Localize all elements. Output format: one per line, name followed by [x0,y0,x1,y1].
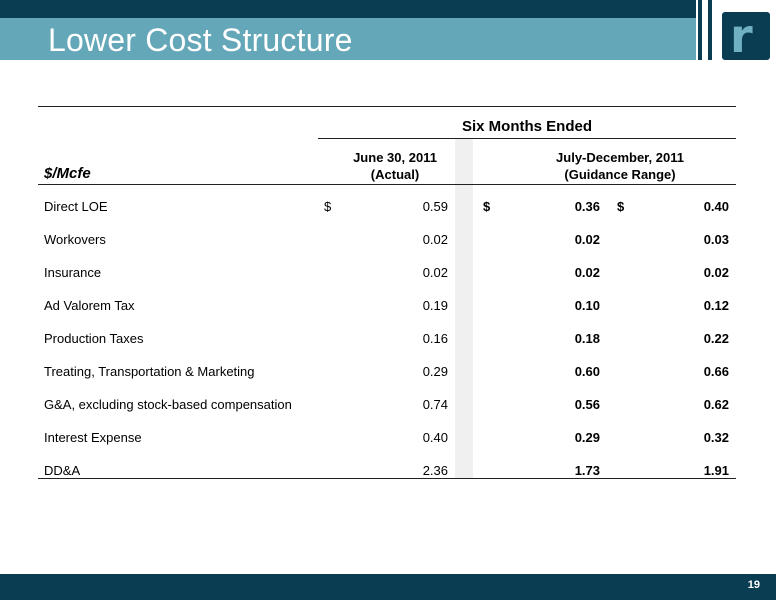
value-guidance-low: 0.10 [574,298,600,313]
value-guidance-low: 0.02 [574,265,600,280]
row-label: Workovers [44,232,106,247]
logo-stripe [708,0,712,60]
value-actual: 0.16 [422,331,448,346]
row-label: Ad Valorem Tax [44,298,135,313]
value-actual: 0.59 [422,199,448,214]
value-guidance-low: 0.36 [574,199,600,214]
table-row [38,322,736,355]
logo-stripe [698,0,702,60]
header-bar-top [0,0,776,18]
value-guidance-high: 0.66 [703,364,729,379]
row-label: DD&A [44,463,81,478]
table-row [38,190,736,223]
value-guidance-high: 0.12 [703,298,729,313]
table-bottom-rule [38,478,736,479]
table-row [38,256,736,289]
table-row [38,289,736,322]
dollar-sign-guidance-high: $ [617,199,625,214]
page-number: 19 [747,579,760,591]
value-guidance-high: 0.02 [703,265,729,280]
slide-title: Lower Cost Structure [48,22,353,58]
column-header-actual-line1: June 30, 2011 [353,150,437,165]
value-guidance-high: 0.40 [703,199,729,214]
table-row [38,388,736,421]
group-header-rule [318,138,736,139]
row-label: Treating, Transportation & Marketing [44,364,255,379]
dollar-sign-guidance-low: $ [483,199,491,214]
column-header-guidance-line2: (Guidance Range) [564,167,676,182]
group-header: Six Months Ended [461,118,592,135]
row-label: Insurance [44,265,102,280]
value-guidance-low: 0.18 [574,331,600,346]
footer-bar [0,574,776,600]
value-actual: 0.02 [422,232,448,247]
value-actual: 0.02 [422,265,448,280]
value-actual: 2.36 [422,463,448,478]
value-guidance-high: 0.03 [703,232,729,247]
column-header-actual-line2: (Actual) [370,167,420,182]
value-guidance-high: 0.32 [703,430,729,445]
unit-header: $/Mcfe [44,165,91,182]
dollar-sign-actual: $ [324,199,332,214]
value-guidance-high: 0.62 [703,397,729,412]
header-rule [38,184,736,185]
row-label: Production Taxes [44,331,144,346]
table-row [38,223,736,256]
table-top-rule [38,106,736,107]
value-actual: 0.29 [422,364,448,379]
value-guidance-low: 0.29 [574,430,600,445]
row-label: G&A, excluding stock-based compensation [44,397,292,412]
table-row [38,454,736,487]
table-row [38,421,736,454]
value-guidance-low: 0.02 [574,232,600,247]
row-label: Interest Expense [44,430,142,445]
row-label: Direct LOE [44,199,108,214]
value-actual: 0.19 [422,298,448,313]
column-header-guidance-line1: July-December, 2011 [556,150,684,165]
value-guidance-low: 0.56 [574,397,600,412]
column-header-guidance [520,149,720,183]
column-header-actual [330,149,460,183]
value-guidance-low: 0.60 [574,364,600,379]
value-actual: 0.40 [422,430,448,445]
table-row [38,355,736,388]
value-guidance-low: 1.73 [574,463,600,478]
logo-letter: r [730,9,753,63]
value-guidance-high: 1.91 [703,463,729,478]
value-actual: 0.74 [422,397,448,412]
value-guidance-high: 0.22 [703,331,729,346]
